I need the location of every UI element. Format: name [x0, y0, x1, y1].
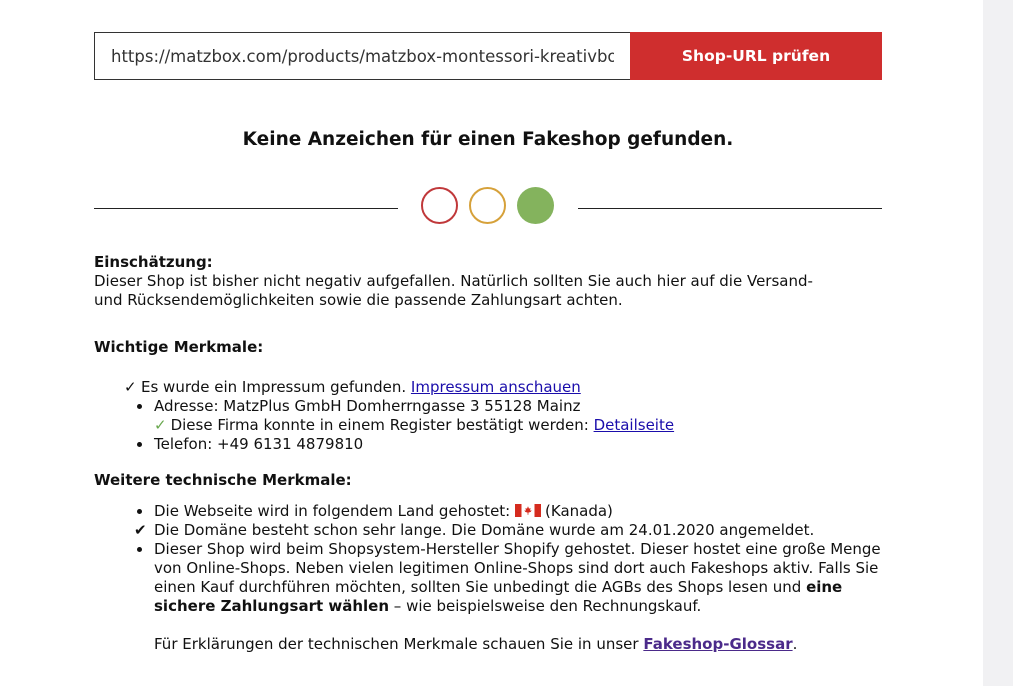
shopify-suffix: – wie beispielsweise den Rechnungskauf. — [393, 597, 702, 615]
shopify-text: Dieser Shop wird beim Shopsystem-Hersteller Shopify gehostet. Dieser hostet eine große Menge von Online-Shops. Neben vielen legitimen Online-Shops sind dort auch Fakeshops aktiv. Falls Sie einen Kauf durchführen möchten, sollten Sie unbedingt die AGBs des Shops lesen und — [154, 540, 881, 596]
key-features-list — [94, 378, 894, 454]
imprint-item — [94, 378, 894, 397]
check-icon: ✔ — [134, 521, 147, 539]
glossary-hint-text: Für Erklärungen der technischen Merkmale schauen Sie in unser — [154, 635, 639, 653]
safe-payment-emphasis: eine sichere Zahlungsart wählen — [154, 578, 843, 615]
key-features-label: Wichtige Merkmale: — [94, 338, 264, 356]
divider-left — [94, 208, 398, 209]
hosting-text: Die Webseite wird in folgendem Land gehostet: — [154, 502, 511, 520]
divider-right — [578, 208, 882, 209]
address-text: Adresse: MatzPlus GmbH Domherrngasse 3 55128 Mainz — [154, 397, 581, 415]
glossary-hint — [94, 635, 894, 654]
fakeshop-glossary-link[interactable]: Fakeshop-Glossar — [643, 635, 793, 653]
hosting-item — [94, 502, 894, 521]
check-url-button[interactable]: Shop-URL prüfen — [630, 32, 882, 80]
register-text: Diese Firma konnte in einem Register bestätigt werden: — [170, 416, 589, 434]
glossary-hint-end: . — [792, 635, 798, 653]
traffic-light — [94, 186, 882, 226]
check-icon: ✓ — [124, 378, 137, 396]
phone-item — [94, 435, 894, 454]
red-light-icon — [421, 187, 458, 224]
technical-features-label: Weitere technische Merkmale: — [94, 471, 352, 489]
green-check-icon: ✓ — [154, 416, 167, 434]
register-line — [154, 416, 894, 435]
yellow-light-icon — [469, 187, 506, 224]
phone-text: Telefon: +49 6131 4879810 — [154, 435, 364, 453]
url-check-form — [94, 32, 882, 80]
shop-url-input[interactable] — [94, 32, 630, 80]
result-heading: Keine Anzeichen für einen Fakeshop gefunden. — [242, 129, 734, 150]
imprint-link[interactable]: Impressum anschauen — [410, 378, 581, 396]
domain-age-text: Die Domäne besteht schon sehr lange. Die Domäne wurde am 24.01.2020 angemeldet. — [154, 521, 815, 539]
result-details — [94, 253, 894, 654]
address-item — [94, 397, 894, 435]
green-light-icon — [517, 187, 554, 224]
imprint-text: Es wurde ein Impressum gefunden. — [141, 378, 407, 396]
assessment-label: Einschätzung: — [94, 253, 213, 271]
hosting-country: (Kanada) — [545, 502, 613, 520]
register-detail-link[interactable]: Detailseite — [593, 416, 675, 434]
scrollbar-track[interactable] — [983, 0, 1013, 686]
assessment-text: Dieser Shop ist bisher nicht negativ aufgefallen. Natürlich sollten Sie auch hier auf die Versand- und Rücksendemöglichkeiten sowie die passende Zahlungsart achten. — [94, 272, 813, 309]
canada-flag-icon — [515, 504, 541, 517]
shopify-item — [94, 540, 889, 616]
technical-features-list — [94, 502, 894, 616]
domain-age-item — [94, 521, 894, 540]
